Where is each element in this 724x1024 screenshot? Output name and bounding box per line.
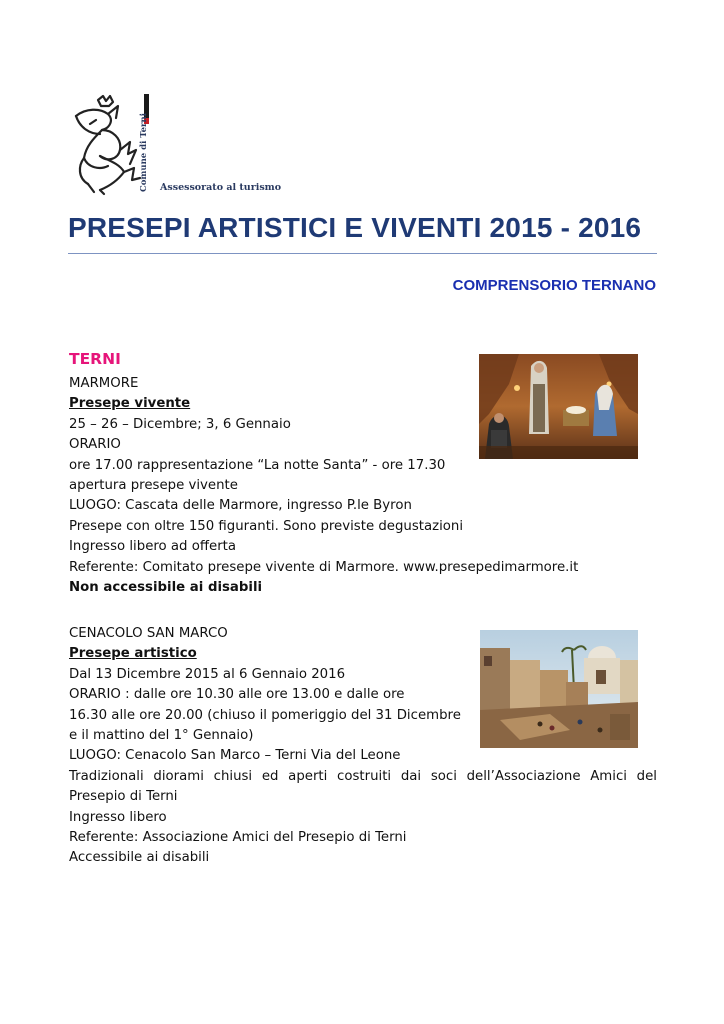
event-orario-label: ORARIO [69,437,121,453]
event-accessibility: Accessibile ai disabili [69,850,210,866]
comune-di-terni-logo [70,94,150,196]
event-referente: Referente: Associazione Amici del Presepio di Terni [69,830,407,846]
event-description: Tradizionali diorami chiusi ed aperti costruiti dai soci dell’Associazione Amici del [69,768,657,784]
event-dates: 25 – 26 – Dicembre; 3, 6 Gennaio [69,416,291,432]
event-orario-line: e il mattino del 1° Gennaio) [69,728,254,744]
event-place: MARMORE [69,376,139,391]
title-divider [68,253,657,254]
logo-caption: Comune di Terni [139,113,149,192]
event-referente: Referente: Comitato presepe vivente di Marmore. www.presepedimarmore.it [69,559,579,575]
event-ingresso: Ingresso libero ad offerta [69,539,237,555]
assessorato-label: Assessorato al turismo [160,182,282,193]
event-orario-line: 16.30 alle ore 20.00 (chiuso il pomeriggio del 31 Dicembre [69,707,461,723]
presepe-artistico-photo [480,630,638,748]
event-description: Presepio di Terni [69,789,178,805]
event-luogo: LUOGO: Cascata delle Marmore, ingresso P.le Byron [69,498,412,514]
event-type: Presepe vivente [69,396,191,412]
event-ingresso: Ingresso libero [69,809,167,825]
event-description: Presepe con oltre 150 figuranti. Sono previste degustazioni [69,518,464,534]
event-accessibility: Non accessibile ai disabili [69,580,263,596]
comprensorio-heading: COMPRENSORIO TERNANO [452,277,656,294]
event-orario-line: ORARIO : dalle ore 10.30 alle ore 13.00 e dalle ore [69,687,405,703]
event-type: Presepe artistico [69,646,197,662]
event-dates: Dal 13 Dicembre 2015 al 6 Gennaio 2016 [69,666,346,682]
city-heading: TERNI [69,350,121,368]
event-orario-line: apertura presepe vivente [69,478,238,494]
event-luogo: LUOGO: Cenacolo San Marco – Terni Via del Leone [69,748,401,764]
presepe-vivente-photo [479,354,638,459]
page-title: PRESEPI ARTISTICI E VIVENTI 2015 - 2016 [68,212,642,243]
event-orario-line: ore 17.00 rappresentazione “La notte Santa” - ore 17.30 [69,457,446,473]
event-place: CENACOLO SAN MARCO [69,626,228,641]
